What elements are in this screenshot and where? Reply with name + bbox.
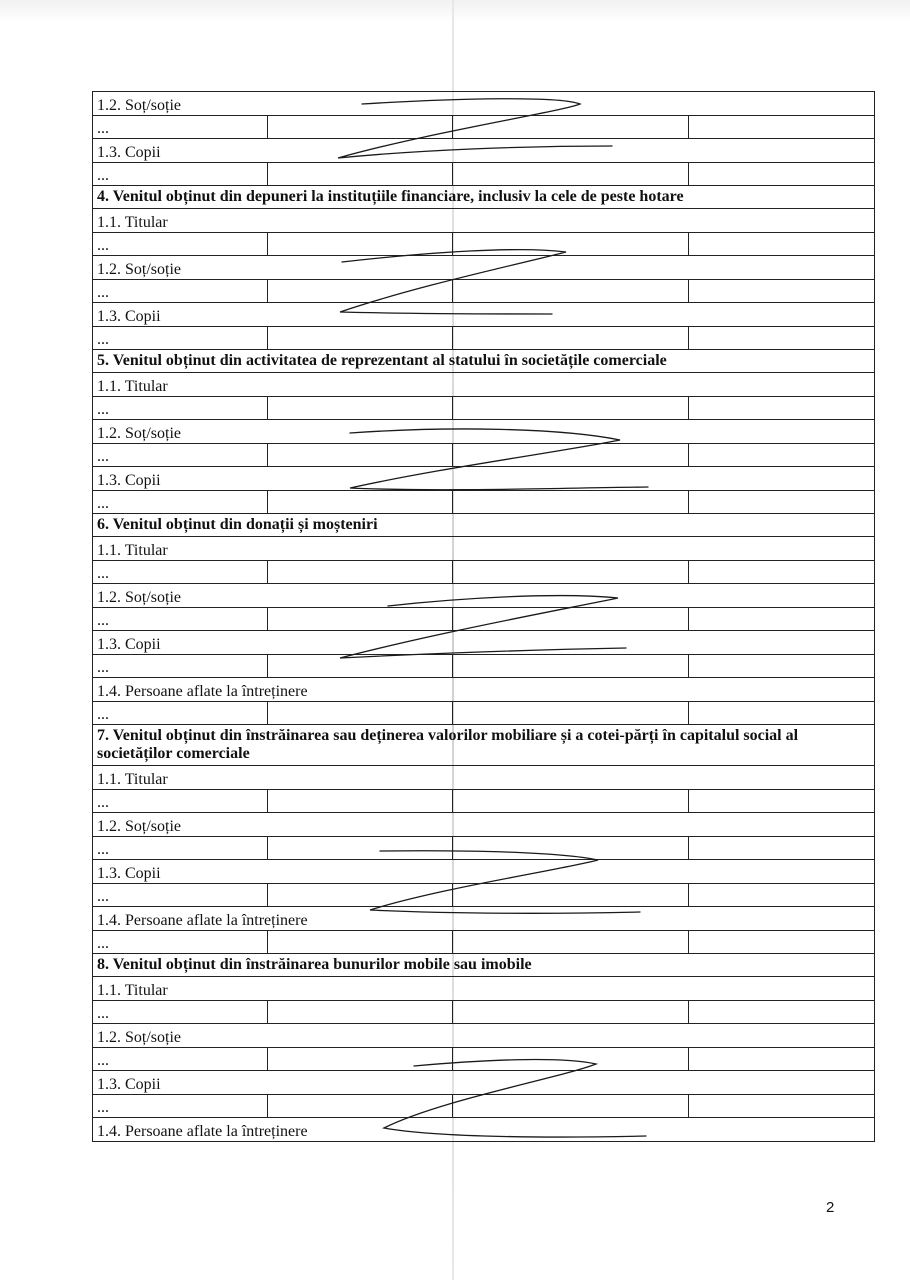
- entry-ellipsis: ...: [93, 116, 268, 139]
- entry-cell: [453, 327, 689, 350]
- entry-cell: [268, 884, 453, 907]
- category-row: [93, 860, 875, 884]
- entry-cell: [689, 327, 875, 350]
- entry-row: [93, 702, 875, 725]
- entry-row: [93, 884, 875, 907]
- entry-cell: [689, 1001, 875, 1024]
- entry-ellipsis: ...: [93, 280, 268, 303]
- entry-row: [93, 280, 875, 303]
- row-label: 1.3. Copii: [93, 1071, 875, 1095]
- row-label: 1.3. Copii: [93, 631, 875, 655]
- entry-cell: [268, 655, 453, 678]
- entry-cell: [689, 884, 875, 907]
- row-label: 1.4. Persoane aflate la întreținere: [93, 678, 875, 702]
- page-number: 2: [826, 1199, 835, 1216]
- entry-row: [93, 327, 875, 350]
- entry-cell: [268, 702, 453, 725]
- entry-cell: [689, 397, 875, 420]
- entry-cell: [268, 1048, 453, 1071]
- entry-cell: [689, 1095, 875, 1118]
- entry-cell: [268, 327, 453, 350]
- entry-cell: [268, 444, 453, 467]
- entry-cell: [689, 837, 875, 860]
- entry-cell: [689, 444, 875, 467]
- entry-ellipsis: ...: [93, 1048, 268, 1071]
- entry-ellipsis: ...: [93, 931, 268, 954]
- entry-cell: [453, 790, 689, 813]
- section-title: 4. Venitul obținut din depuneri la instituțiile financiare, inclusiv la cele de peste hotare: [93, 186, 875, 209]
- category-row: [93, 92, 875, 116]
- entry-cell: [268, 397, 453, 420]
- category-row: [93, 467, 875, 491]
- row-label: 1.3. Copii: [93, 860, 875, 884]
- row-label: 1.1. Titular: [93, 766, 875, 790]
- category-row: [93, 256, 875, 280]
- category-row: [93, 420, 875, 444]
- entry-ellipsis: ...: [93, 1001, 268, 1024]
- category-row: [93, 1024, 875, 1048]
- category-row: [93, 373, 875, 397]
- entry-row: [93, 1048, 875, 1071]
- category-row: [93, 209, 875, 233]
- category-row: [93, 584, 875, 608]
- section-title: 6. Venitul obținut din donații și moșteniri: [93, 514, 875, 537]
- entry-cell: [268, 931, 453, 954]
- entry-ellipsis: ...: [93, 491, 268, 514]
- entry-ellipsis: ...: [93, 397, 268, 420]
- entry-row: [93, 163, 875, 186]
- row-label: 1.2. Soț/soție: [93, 1024, 875, 1048]
- category-row: [93, 1071, 875, 1095]
- section-header-row: [93, 350, 875, 373]
- entry-cell: [453, 163, 689, 186]
- entry-cell: [453, 655, 689, 678]
- income-declaration-table: [92, 91, 875, 1142]
- entry-cell: [453, 884, 689, 907]
- entry-cell: [268, 233, 453, 256]
- entry-ellipsis: ...: [93, 608, 268, 631]
- entry-cell: [268, 280, 453, 303]
- entry-cell: [268, 1095, 453, 1118]
- entry-cell: [453, 116, 689, 139]
- entry-row: [93, 491, 875, 514]
- row-label: 1.1. Titular: [93, 209, 875, 233]
- entry-cell: [689, 702, 875, 725]
- entry-cell: [453, 1095, 689, 1118]
- row-label: 1.3. Copii: [93, 467, 875, 491]
- entry-row: [93, 444, 875, 467]
- category-row: [93, 813, 875, 837]
- entry-row: [93, 1001, 875, 1024]
- entry-cell: [453, 561, 689, 584]
- entry-cell: [268, 790, 453, 813]
- row-label: 1.4. Persoane aflate la întreținere: [93, 907, 875, 931]
- entry-cell: [268, 163, 453, 186]
- category-row: [93, 766, 875, 790]
- category-row: [93, 537, 875, 561]
- entry-cell: [268, 491, 453, 514]
- category-row: [93, 139, 875, 163]
- entry-ellipsis: ...: [93, 327, 268, 350]
- entry-ellipsis: ...: [93, 702, 268, 725]
- entry-ellipsis: ...: [93, 233, 268, 256]
- entry-row: [93, 790, 875, 813]
- entry-cell: [689, 116, 875, 139]
- entry-cell: [453, 491, 689, 514]
- entry-cell: [453, 837, 689, 860]
- entry-cell: [268, 561, 453, 584]
- entry-cell: [453, 280, 689, 303]
- entry-cell: [453, 1001, 689, 1024]
- row-label: 1.2. Soț/soție: [93, 813, 875, 837]
- section-title: 7. Venitul obținut din înstrăinarea sau deținerea valorilor mobiliare și a cotei-părți în capitalul social al societăților comerciale: [93, 725, 875, 766]
- entry-row: [93, 561, 875, 584]
- entry-row: [93, 397, 875, 420]
- entry-ellipsis: ...: [93, 1095, 268, 1118]
- entry-row: [93, 655, 875, 678]
- entry-ellipsis: ...: [93, 444, 268, 467]
- row-label: 1.1. Titular: [93, 537, 875, 561]
- entry-cell: [453, 233, 689, 256]
- category-row: [93, 1118, 875, 1142]
- category-row: [93, 303, 875, 327]
- row-label: 1.3. Copii: [93, 139, 875, 163]
- row-label: 1.2. Soț/soție: [93, 420, 875, 444]
- scan-shadow: [0, 0, 910, 22]
- entry-ellipsis: ...: [93, 837, 268, 860]
- section-header-row: [93, 514, 875, 537]
- section-title: 5. Venitul obținut din activitatea de reprezentant al statului în societățile comerciale: [93, 350, 875, 373]
- entry-cell: [453, 397, 689, 420]
- entry-ellipsis: ...: [93, 884, 268, 907]
- entry-ellipsis: ...: [93, 655, 268, 678]
- entry-cell: [268, 116, 453, 139]
- entry-cell: [268, 837, 453, 860]
- row-label: 1.1. Titular: [93, 977, 875, 1001]
- row-label: 1.4. Persoane aflate la întreținere: [93, 1118, 875, 1142]
- entry-row: [93, 931, 875, 954]
- category-row: [93, 977, 875, 1001]
- entry-cell: [453, 931, 689, 954]
- table-body: [93, 92, 875, 1142]
- entry-cell: [268, 1001, 453, 1024]
- section-header-row: [93, 186, 875, 209]
- section-title: 8. Venitul obținut din înstrăinarea bunurilor mobile sau imobile: [93, 954, 875, 977]
- entry-row: [93, 116, 875, 139]
- entry-cell: [689, 1048, 875, 1071]
- entry-cell: [689, 233, 875, 256]
- row-label: 1.2. Soț/soție: [93, 584, 875, 608]
- entry-cell: [689, 280, 875, 303]
- category-row: [93, 631, 875, 655]
- entry-cell: [453, 608, 689, 631]
- entry-row: [93, 837, 875, 860]
- entry-cell: [689, 561, 875, 584]
- row-label: 1.2. Soț/soție: [93, 92, 875, 116]
- category-row: [93, 907, 875, 931]
- entry-cell: [689, 163, 875, 186]
- entry-cell: [453, 702, 689, 725]
- section-header-row: [93, 954, 875, 977]
- entry-cell: [689, 790, 875, 813]
- entry-cell: [453, 444, 689, 467]
- entry-cell: [689, 491, 875, 514]
- entry-ellipsis: ...: [93, 561, 268, 584]
- entry-cell: [689, 655, 875, 678]
- entry-cell: [689, 931, 875, 954]
- row-label: 1.2. Soț/soție: [93, 256, 875, 280]
- category-row: [93, 678, 875, 702]
- entry-row: [93, 1095, 875, 1118]
- entry-row: [93, 608, 875, 631]
- row-label: 1.1. Titular: [93, 373, 875, 397]
- section-header-row: [93, 725, 875, 766]
- entry-row: [93, 233, 875, 256]
- entry-ellipsis: ...: [93, 163, 268, 186]
- entry-cell: [268, 608, 453, 631]
- entry-cell: [689, 608, 875, 631]
- row-label: 1.3. Copii: [93, 303, 875, 327]
- entry-ellipsis: ...: [93, 790, 268, 813]
- entry-cell: [453, 1048, 689, 1071]
